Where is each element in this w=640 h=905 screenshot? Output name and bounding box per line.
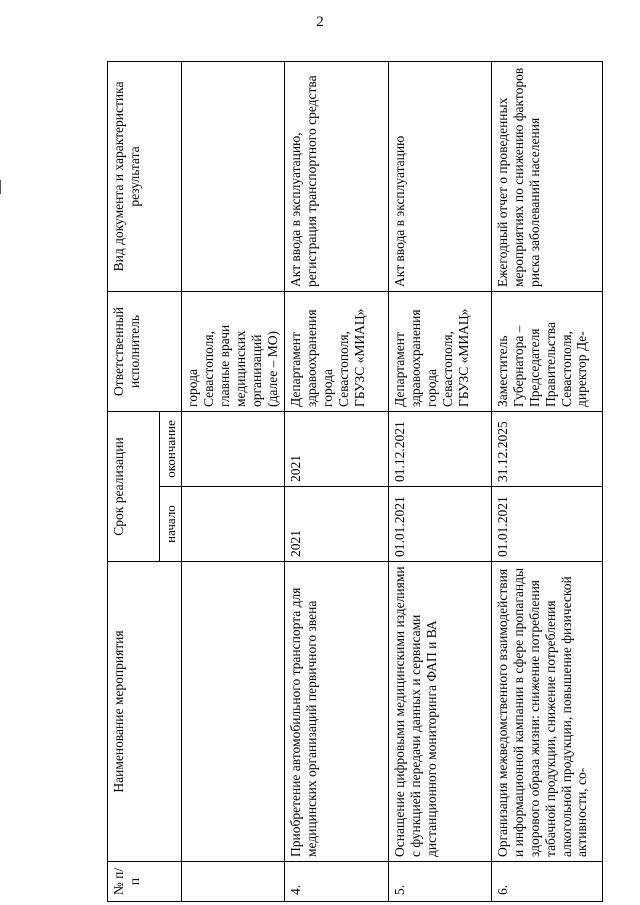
cell-start: 01.01.2021 <box>388 487 491 562</box>
cell-executor: города Севастополя, главные врачи медицинских организаций (далее – МО) <box>182 291 285 411</box>
header-result: Вид документа и характеристика результата <box>108 61 182 291</box>
table-row <box>388 61 491 901</box>
margin-mark <box>0 180 1 194</box>
cell-end: 01.12.2021 <box>388 411 491 486</box>
cell-end <box>182 411 285 486</box>
cell-executor: Заместитель Губернатора – Председателя Правительства Севастополя, директор Де- <box>491 291 602 411</box>
table-row <box>182 61 285 901</box>
cell-end: 2021 <box>284 411 388 486</box>
activities-table <box>107 61 603 902</box>
cell-name: Оснащение цифровыми медицинскими изделиями с функцией передачи данных и сервисами дистанционного мониторинга ФАП и ВА <box>388 562 491 862</box>
cell-result: Ежегодный отчет о проведенных мероприятиях по снижению факторов риска заболеваний населения <box>491 61 602 291</box>
header-name: Наименование мероприятия <box>108 562 182 862</box>
cell-start: 2021 <box>284 487 388 562</box>
cell-result: Акт ввода в эксплуатацию, регистрация транспортного средства <box>284 61 388 291</box>
page-number: 2 <box>316 14 324 30</box>
cell-num: 5. <box>388 862 491 902</box>
table-row <box>284 61 388 901</box>
header-end: окончание <box>160 411 182 486</box>
cell-executor: Департамент здравоохранения города Севастополя, ГБУЗС «МИАЦ» <box>388 291 491 411</box>
header-num: № п/п <box>108 862 182 902</box>
cell-result <box>182 61 285 291</box>
cell-name: Приобретение автомобильного транспорта для медицинских организаций первичного звена <box>284 562 388 862</box>
cell-num: 6. <box>491 862 602 902</box>
cell-name <box>182 562 285 862</box>
cell-num <box>182 862 285 902</box>
cell-executor: Департамент здравоохранения города Севастополя, ГБУЗС «МИАЦ» <box>284 291 388 411</box>
header-start: начало <box>160 487 182 562</box>
rotated-table-container <box>107 62 590 902</box>
cell-num: 4. <box>284 862 388 902</box>
cell-start: 01.01.2021 <box>491 487 602 562</box>
cell-result: Акт ввода в эксплуатацию <box>388 61 491 291</box>
cell-name: Организация межведомственного взаимодействия и информационной кампании в сфере пропаганды здорового образа жизни: снижение потребления табачной продукции, снижение потребления алкогольной продукции, повышение физической активности, со- <box>491 562 602 862</box>
table-row <box>491 61 602 901</box>
header-executor: Ответственный исполнитель <box>108 291 182 411</box>
cell-start <box>182 487 285 562</box>
cell-end: 31.12.2025 <box>491 411 602 486</box>
header-period: Срок реализации <box>108 411 160 561</box>
